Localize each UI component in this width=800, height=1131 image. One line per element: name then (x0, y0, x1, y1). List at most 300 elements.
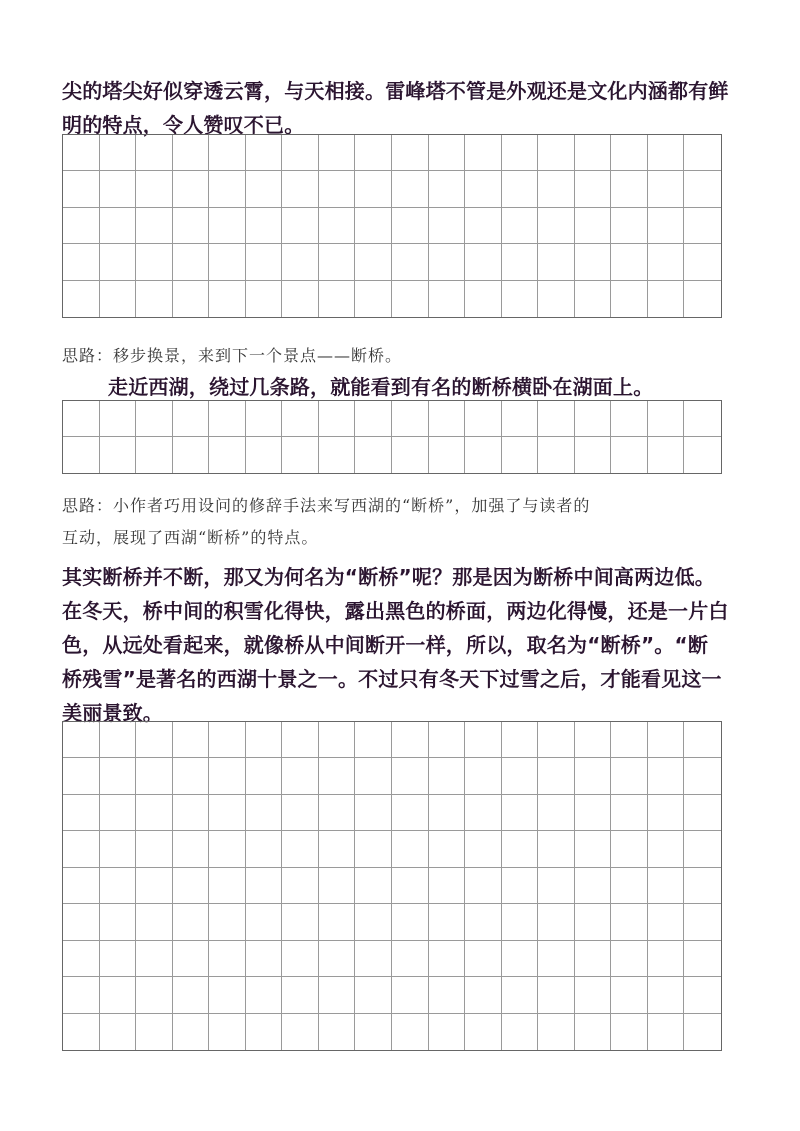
grid-cell[interactable] (684, 941, 721, 977)
grid-cell[interactable] (282, 722, 319, 758)
grid-cell[interactable] (392, 758, 429, 794)
grid-cell[interactable] (282, 831, 319, 867)
grid-cell[interactable] (355, 244, 392, 280)
grid-cell[interactable] (209, 758, 246, 794)
grid-cell[interactable] (648, 281, 685, 317)
grid-cell[interactable] (209, 795, 246, 831)
grid-cell[interactable] (429, 722, 466, 758)
essay-paragraph-2 (62, 370, 738, 404)
grid-cell[interactable] (575, 281, 612, 317)
grid-cell[interactable] (502, 831, 539, 867)
grid-cell[interactable] (465, 868, 502, 904)
grid-cell[interactable] (100, 904, 137, 940)
grid-cell[interactable] (648, 795, 685, 831)
grid-cell[interactable] (282, 244, 319, 280)
grid-cell[interactable] (392, 795, 429, 831)
grid-cell[interactable] (319, 831, 356, 867)
grid-cell[interactable] (538, 401, 575, 437)
thought-note-1 (62, 340, 738, 372)
grid-cell[interactable] (611, 758, 648, 794)
grid-cell[interactable] (502, 758, 539, 794)
grid-cell[interactable] (173, 244, 210, 280)
grid-cell[interactable] (538, 208, 575, 244)
grid-cell[interactable] (575, 208, 612, 244)
grid-cell[interactable] (246, 722, 283, 758)
grid-cell[interactable] (429, 941, 466, 977)
paragraph-line: 尖的塔尖好似穿透云霄，与天相接。雷峰塔不管是外观还是文化内涵都有鲜 (62, 79, 729, 103)
grid-cell[interactable] (429, 977, 466, 1013)
grid-cell[interactable] (246, 281, 283, 317)
grid-cell[interactable] (246, 135, 283, 171)
grid-cell[interactable] (684, 722, 721, 758)
essay-paragraph-3 (62, 560, 738, 730)
grid-cell[interactable] (63, 1014, 100, 1050)
grid-cell[interactable] (355, 171, 392, 207)
grid-cell[interactable] (209, 904, 246, 940)
grid-cell[interactable] (209, 831, 246, 867)
grid-cell[interactable] (538, 171, 575, 207)
grid-cell[interactable] (173, 868, 210, 904)
grid-cell[interactable] (282, 135, 319, 171)
grid-cell[interactable] (319, 171, 356, 207)
grid-cell[interactable] (100, 758, 137, 794)
grid-cell[interactable] (502, 941, 539, 977)
grid-cell[interactable] (282, 208, 319, 244)
grid-cell[interactable] (575, 977, 612, 1013)
grid-cell[interactable] (282, 941, 319, 977)
grid-cell[interactable] (648, 722, 685, 758)
grid-cell[interactable] (355, 868, 392, 904)
grid-cell[interactable] (173, 171, 210, 207)
grid-cell[interactable] (136, 758, 173, 794)
grid-cell[interactable] (575, 758, 612, 794)
grid-cell[interactable] (465, 244, 502, 280)
grid-cell[interactable] (319, 135, 356, 171)
grid-cell[interactable] (465, 171, 502, 207)
grid-cell[interactable] (63, 941, 100, 977)
grid-cell[interactable] (355, 795, 392, 831)
grid-cell[interactable] (611, 171, 648, 207)
grid-cell[interactable] (246, 795, 283, 831)
grid-cell[interactable] (392, 208, 429, 244)
grid-cell[interactable] (429, 401, 466, 437)
grid-cell[interactable] (648, 208, 685, 244)
grid-cell[interactable] (648, 401, 685, 437)
thought-line: 互动，展现了西湖“断桥”的特点。 (62, 528, 319, 547)
grid-cell[interactable] (575, 795, 612, 831)
grid-cell[interactable] (246, 437, 283, 473)
grid-cell[interactable] (282, 281, 319, 317)
grid-cell[interactable] (246, 244, 283, 280)
grid-cell[interactable] (429, 135, 466, 171)
grid-cell[interactable] (538, 795, 575, 831)
grid-cell[interactable] (209, 1014, 246, 1050)
grid-cell[interactable] (355, 437, 392, 473)
grid-cell[interactable] (100, 171, 137, 207)
grid-cell[interactable] (575, 171, 612, 207)
grid-cell[interactable] (429, 1014, 466, 1050)
grid-cell[interactable] (100, 831, 137, 867)
grid-cell[interactable] (538, 722, 575, 758)
grid-cell[interactable] (319, 244, 356, 280)
grid-cell[interactable] (429, 437, 466, 473)
grid-cell[interactable] (538, 758, 575, 794)
grid-cell[interactable] (575, 135, 612, 171)
grid-cell[interactable] (465, 795, 502, 831)
grid-cell[interactable] (611, 244, 648, 280)
grid-cell[interactable] (575, 941, 612, 977)
grid-cell[interactable] (173, 795, 210, 831)
grid-cell[interactable] (63, 831, 100, 867)
grid-cell[interactable] (246, 868, 283, 904)
grid-cell[interactable] (502, 437, 539, 473)
grid-cell[interactable] (575, 401, 612, 437)
grid-cell[interactable] (465, 135, 502, 171)
grid-cell[interactable] (538, 437, 575, 473)
grid-cell[interactable] (502, 722, 539, 758)
grid-cell[interactable] (392, 401, 429, 437)
grid-cell[interactable] (282, 868, 319, 904)
writing-grid-1[interactable] (62, 134, 722, 318)
grid-cell[interactable] (282, 904, 319, 940)
grid-cell[interactable] (502, 135, 539, 171)
grid-cell[interactable] (100, 244, 137, 280)
grid-cell[interactable] (136, 244, 173, 280)
grid-cell[interactable] (246, 941, 283, 977)
grid-cell[interactable] (648, 135, 685, 171)
grid-cell[interactable] (209, 208, 246, 244)
grid-cell[interactable] (355, 1014, 392, 1050)
grid-cell[interactable] (100, 135, 137, 171)
grid-cell[interactable] (465, 758, 502, 794)
grid-cell[interactable] (282, 758, 319, 794)
grid-cell[interactable] (538, 941, 575, 977)
grid-cell[interactable] (136, 437, 173, 473)
grid-cell[interactable] (465, 977, 502, 1013)
grid-cell[interactable] (465, 941, 502, 977)
grid-cell[interactable] (246, 904, 283, 940)
grid-cell[interactable] (392, 135, 429, 171)
grid-cell[interactable] (648, 171, 685, 207)
paragraph-line: 美丽景致。 (62, 701, 163, 725)
grid-cell[interactable] (429, 171, 466, 207)
grid-cell[interactable] (684, 401, 721, 437)
grid-cell[interactable] (502, 208, 539, 244)
grid-cell[interactable] (246, 758, 283, 794)
grid-cell[interactable] (136, 281, 173, 317)
grid-cell[interactable] (502, 244, 539, 280)
grid-cell[interactable] (611, 941, 648, 977)
grid-cell[interactable] (355, 208, 392, 244)
grid-cell[interactable] (100, 437, 137, 473)
grid-cell[interactable] (465, 208, 502, 244)
grid-cell[interactable] (209, 868, 246, 904)
grid-cell[interactable] (282, 437, 319, 473)
thought-note-2 (62, 490, 738, 554)
grid-cell[interactable] (319, 1014, 356, 1050)
grid-cell[interactable] (502, 1014, 539, 1050)
grid-cell[interactable] (136, 401, 173, 437)
grid-cell[interactable] (502, 281, 539, 317)
grid-cell[interactable] (429, 904, 466, 940)
grid-cell[interactable] (246, 208, 283, 244)
grid-cell[interactable] (611, 401, 648, 437)
grid-cell[interactable] (63, 904, 100, 940)
grid-cell[interactable] (63, 135, 100, 171)
grid-cell[interactable] (611, 831, 648, 867)
grid-cell[interactable] (429, 831, 466, 867)
grid-cell[interactable] (209, 244, 246, 280)
grid-cell[interactable] (465, 904, 502, 940)
grid-cell[interactable] (319, 401, 356, 437)
grid-cell[interactable] (611, 722, 648, 758)
grid-cell[interactable] (136, 904, 173, 940)
grid-cell[interactable] (392, 244, 429, 280)
grid-cell[interactable] (355, 758, 392, 794)
grid-cell[interactable] (209, 171, 246, 207)
grid-cell[interactable] (611, 904, 648, 940)
grid-cell[interactable] (319, 208, 356, 244)
grid-cell[interactable] (392, 171, 429, 207)
grid-cell[interactable] (136, 171, 173, 207)
grid-cell[interactable] (684, 868, 721, 904)
grid-cell[interactable] (355, 281, 392, 317)
grid-cell[interactable] (173, 831, 210, 867)
grid-cell[interactable] (100, 281, 137, 317)
grid-cell[interactable] (63, 795, 100, 831)
grid-cell[interactable] (319, 281, 356, 317)
grid-cell[interactable] (246, 171, 283, 207)
grid-cell[interactable] (100, 208, 137, 244)
grid-cell[interactable] (502, 904, 539, 940)
grid-cell[interactable] (136, 135, 173, 171)
grid-cell[interactable] (282, 977, 319, 1013)
grid-cell[interactable] (355, 831, 392, 867)
grid-cell[interactable] (611, 1014, 648, 1050)
grid-cell[interactable] (611, 795, 648, 831)
grid-cell[interactable] (209, 437, 246, 473)
grid-cell[interactable] (209, 722, 246, 758)
grid-cell[interactable] (209, 977, 246, 1013)
grid-cell[interactable] (282, 795, 319, 831)
grid-cell[interactable] (392, 437, 429, 473)
grid-cell[interactable] (611, 868, 648, 904)
grid-cell[interactable] (502, 977, 539, 1013)
grid-cell[interactable] (319, 904, 356, 940)
grid-cell[interactable] (502, 868, 539, 904)
grid-cell[interactable] (63, 208, 100, 244)
grid-cell[interactable] (684, 758, 721, 794)
grid-cell[interactable] (173, 758, 210, 794)
grid-cell[interactable] (209, 941, 246, 977)
grid-cell[interactable] (465, 281, 502, 317)
grid-cell[interactable] (538, 904, 575, 940)
grid-cell[interactable] (355, 977, 392, 1013)
paragraph-line: 走近西湖，绕过几条路，就能看到有名的断桥横卧在湖面上。 (108, 375, 654, 399)
grid-cell[interactable] (611, 281, 648, 317)
grid-cell[interactable] (575, 1014, 612, 1050)
grid-cell[interactable] (319, 795, 356, 831)
grid-cell[interactable] (538, 868, 575, 904)
grid-cell[interactable] (355, 135, 392, 171)
grid-cell[interactable] (63, 758, 100, 794)
grid-cell[interactable] (136, 977, 173, 1013)
grid-cell[interactable] (648, 244, 685, 280)
grid-cell[interactable] (684, 977, 721, 1013)
grid-cell[interactable] (648, 758, 685, 794)
grid-cell[interactable] (575, 437, 612, 473)
grid-cell[interactable] (648, 941, 685, 977)
grid-cell[interactable] (465, 437, 502, 473)
grid-cell[interactable] (355, 941, 392, 977)
grid-cell[interactable] (319, 941, 356, 977)
grid-cell[interactable] (538, 977, 575, 1013)
grid-cell[interactable] (136, 868, 173, 904)
grid-cell[interactable] (684, 831, 721, 867)
grid-cell[interactable] (136, 1014, 173, 1050)
grid-cell[interactable] (63, 868, 100, 904)
grid-cell[interactable] (246, 977, 283, 1013)
grid-cell[interactable] (538, 1014, 575, 1050)
grid-cell[interactable] (63, 722, 100, 758)
grid-cell[interactable] (63, 401, 100, 437)
grid-cell[interactable] (173, 977, 210, 1013)
grid-cell[interactable] (611, 135, 648, 171)
grid-cell[interactable] (429, 868, 466, 904)
grid-cell[interactable] (100, 401, 137, 437)
grid-cell[interactable] (246, 831, 283, 867)
grid-cell[interactable] (648, 977, 685, 1013)
grid-cell[interactable] (173, 437, 210, 473)
grid-cell[interactable] (684, 1014, 721, 1050)
grid-cell[interactable] (209, 135, 246, 171)
grid-cell[interactable] (100, 1014, 137, 1050)
grid-cell[interactable] (611, 977, 648, 1013)
grid-cell[interactable] (392, 941, 429, 977)
grid-cell[interactable] (684, 171, 721, 207)
grid-cell[interactable] (392, 281, 429, 317)
grid-cell[interactable] (100, 941, 137, 977)
grid-cell[interactable] (173, 208, 210, 244)
grid-cell[interactable] (319, 977, 356, 1013)
grid-cell[interactable] (648, 437, 685, 473)
grid-cell[interactable] (100, 868, 137, 904)
grid-cell[interactable] (648, 831, 685, 867)
writing-grid-3[interactable] (62, 721, 722, 1051)
grid-cell[interactable] (429, 795, 466, 831)
grid-cell[interactable] (502, 401, 539, 437)
grid-cell[interactable] (392, 722, 429, 758)
grid-cell[interactable] (355, 904, 392, 940)
grid-cell[interactable] (319, 437, 356, 473)
grid-cell[interactable] (684, 135, 721, 171)
grid-cell[interactable] (538, 281, 575, 317)
grid-cell[interactable] (100, 795, 137, 831)
grid-cell[interactable] (63, 977, 100, 1013)
grid-cell[interactable] (173, 281, 210, 317)
grid-cell[interactable] (648, 1014, 685, 1050)
grid-cell[interactable] (209, 401, 246, 437)
grid-cell[interactable] (429, 244, 466, 280)
grid-cell[interactable] (502, 171, 539, 207)
paragraph-line: 在冬天，桥中间的积雪化得快，露出黑色的桥面，两边化得慢，还是一片白 (62, 599, 729, 623)
grid-cell[interactable] (684, 795, 721, 831)
grid-cell[interactable] (575, 244, 612, 280)
grid-cell[interactable] (575, 904, 612, 940)
grid-cell[interactable] (319, 758, 356, 794)
grid-cell[interactable] (355, 401, 392, 437)
grid-cell[interactable] (355, 722, 392, 758)
writing-grid-2[interactable] (62, 400, 722, 474)
grid-cell[interactable] (575, 868, 612, 904)
grid-cell[interactable] (611, 208, 648, 244)
grid-cell[interactable] (63, 281, 100, 317)
grid-cell[interactable] (173, 904, 210, 940)
grid-cell[interactable] (392, 868, 429, 904)
grid-cell[interactable] (173, 722, 210, 758)
grid-cell[interactable] (319, 722, 356, 758)
grid-cell[interactable] (648, 868, 685, 904)
grid-cell[interactable] (538, 135, 575, 171)
grid-cell[interactable] (429, 208, 466, 244)
grid-cell[interactable] (246, 401, 283, 437)
grid-cell[interactable] (173, 135, 210, 171)
grid-cell[interactable] (282, 171, 319, 207)
grid-cell[interactable] (575, 831, 612, 867)
grid-cell[interactable] (209, 281, 246, 317)
grid-cell[interactable] (136, 941, 173, 977)
grid-cell[interactable] (136, 722, 173, 758)
grid-cell[interactable] (136, 831, 173, 867)
grid-cell[interactable] (392, 1014, 429, 1050)
grid-cell[interactable] (538, 244, 575, 280)
grid-cell[interactable] (429, 758, 466, 794)
grid-cell[interactable] (282, 401, 319, 437)
grid-cell[interactable] (465, 401, 502, 437)
grid-cell[interactable] (575, 722, 612, 758)
grid-cell[interactable] (392, 977, 429, 1013)
grid-cell[interactable] (684, 904, 721, 940)
grid-cell[interactable] (648, 904, 685, 940)
grid-cell[interactable] (465, 1014, 502, 1050)
grid-cell[interactable] (63, 171, 100, 207)
grid-cell[interactable] (465, 722, 502, 758)
grid-cell[interactable] (538, 831, 575, 867)
grid-cell[interactable] (282, 1014, 319, 1050)
grid-cell[interactable] (136, 208, 173, 244)
grid-cell[interactable] (684, 208, 721, 244)
grid-cell[interactable] (100, 977, 137, 1013)
grid-cell[interactable] (173, 1014, 210, 1050)
grid-cell[interactable] (100, 722, 137, 758)
grid-cell[interactable] (63, 244, 100, 280)
grid-cell[interactable] (392, 831, 429, 867)
grid-cell[interactable] (136, 795, 173, 831)
grid-cell[interactable] (319, 868, 356, 904)
grid-cell[interactable] (502, 795, 539, 831)
grid-cell[interactable] (611, 437, 648, 473)
grid-cell[interactable] (63, 437, 100, 473)
grid-cell[interactable] (173, 401, 210, 437)
grid-cell[interactable] (684, 281, 721, 317)
grid-cell[interactable] (392, 904, 429, 940)
grid-cell[interactable] (429, 281, 466, 317)
grid-cell[interactable] (465, 831, 502, 867)
grid-cell[interactable] (246, 1014, 283, 1050)
grid-cell[interactable] (684, 437, 721, 473)
grid-cell[interactable] (173, 941, 210, 977)
grid-cell[interactable] (684, 244, 721, 280)
